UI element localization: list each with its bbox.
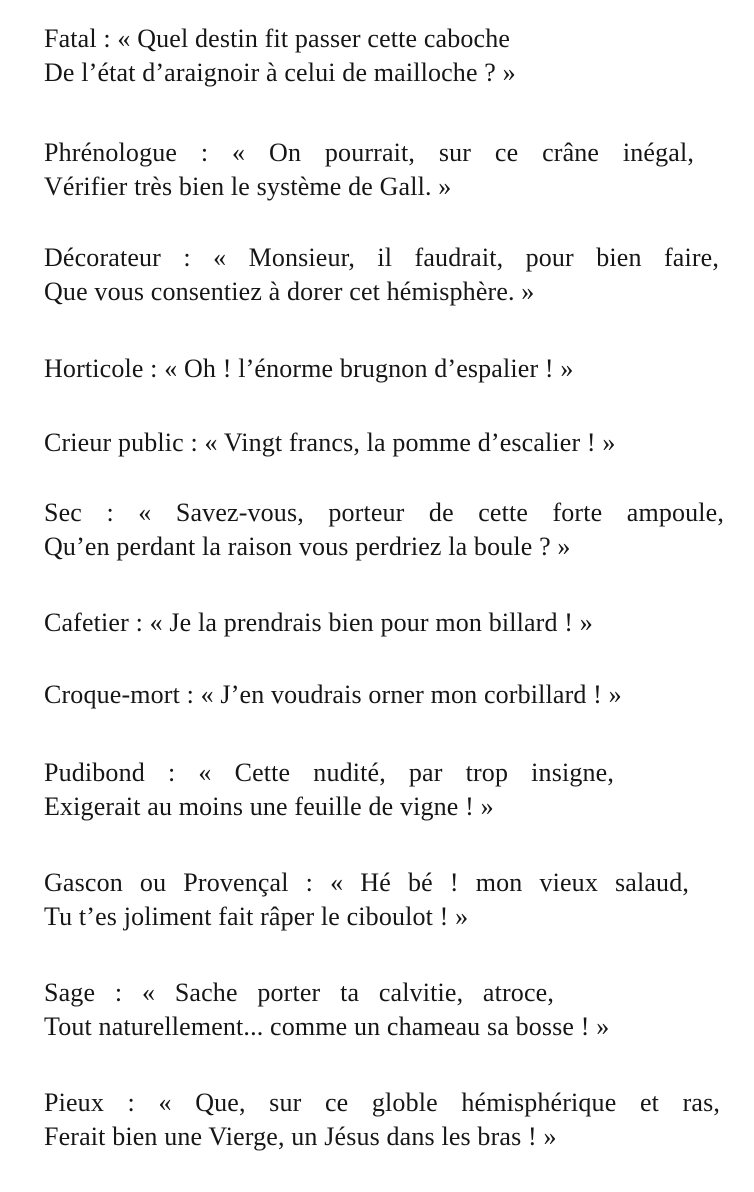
verse-line: Ferait bien une Vierge, un Jésus dans les bras ! » (44, 1122, 557, 1151)
verse-line: Cafetier : « Je la prendrais bien pour mon billard ! » (44, 608, 593, 637)
verse-line: Phrénologue : « On pourrait, sur ce crâne inégal, (44, 138, 694, 167)
verse-line: Gascon ou Provençal : « Hé bé ! mon vieux salaud, (44, 868, 689, 897)
stanza-crieur-public (44, 426, 744, 460)
stanza-decorateur (44, 241, 744, 309)
stanza-sec (44, 496, 744, 564)
stanza-croque-mort (44, 678, 744, 712)
stanza-phrenologue (44, 136, 744, 204)
verse-line: Exigerait au moins une feuille de vigne ! » (44, 792, 494, 821)
verse-line: Tout naturellement... comme un chameau sa bosse ! » (44, 1012, 610, 1041)
verse-line: Horticole : « Oh ! l’énorme brugnon d’espalier ! » (44, 354, 574, 383)
verse-line: Sage : « Sache porter ta calvitie, atroce, (44, 978, 554, 1007)
stanza-fatal (44, 22, 744, 90)
verse-line: Que vous consentiez à dorer cet hémisphère. » (44, 277, 535, 306)
verse-line: Sec : « Savez-vous, porteur de cette forte ampoule, (44, 498, 724, 527)
verse-line: Vérifier très bien le système de Gall. » (44, 172, 452, 201)
verse-line: Pudibond : « Cette nudité, par trop insigne, (44, 758, 614, 787)
verse-line: Crieur public : « Vingt francs, la pomme d’escalier ! » (44, 428, 616, 457)
verse-line: De l’état d’araignoir à celui de mailloche ? » (44, 58, 516, 87)
stanza-pieux (44, 1086, 744, 1154)
stanza-sage (44, 976, 744, 1044)
stanza-horticole (44, 352, 744, 386)
verse-line: Pieux : « Que, sur ce globle hémisphérique et ras, (44, 1088, 720, 1117)
verse-line: Tu t’es joliment fait râper le ciboulot ! » (44, 902, 469, 931)
verse-line: Qu’en perdant la raison vous perdriez la boule ? » (44, 532, 571, 561)
stanza-pudibond (44, 756, 744, 824)
stanza-gascon (44, 866, 744, 934)
verse-line: Croque-mort : « J’en voudrais orner mon corbillard ! » (44, 680, 622, 709)
verse-line: Fatal : « Quel destin fit passer cette caboche (44, 24, 511, 53)
verse-line: Décorateur : « Monsieur, il faudrait, pour bien faire, (44, 243, 719, 272)
stanza-cafetier (44, 606, 744, 640)
